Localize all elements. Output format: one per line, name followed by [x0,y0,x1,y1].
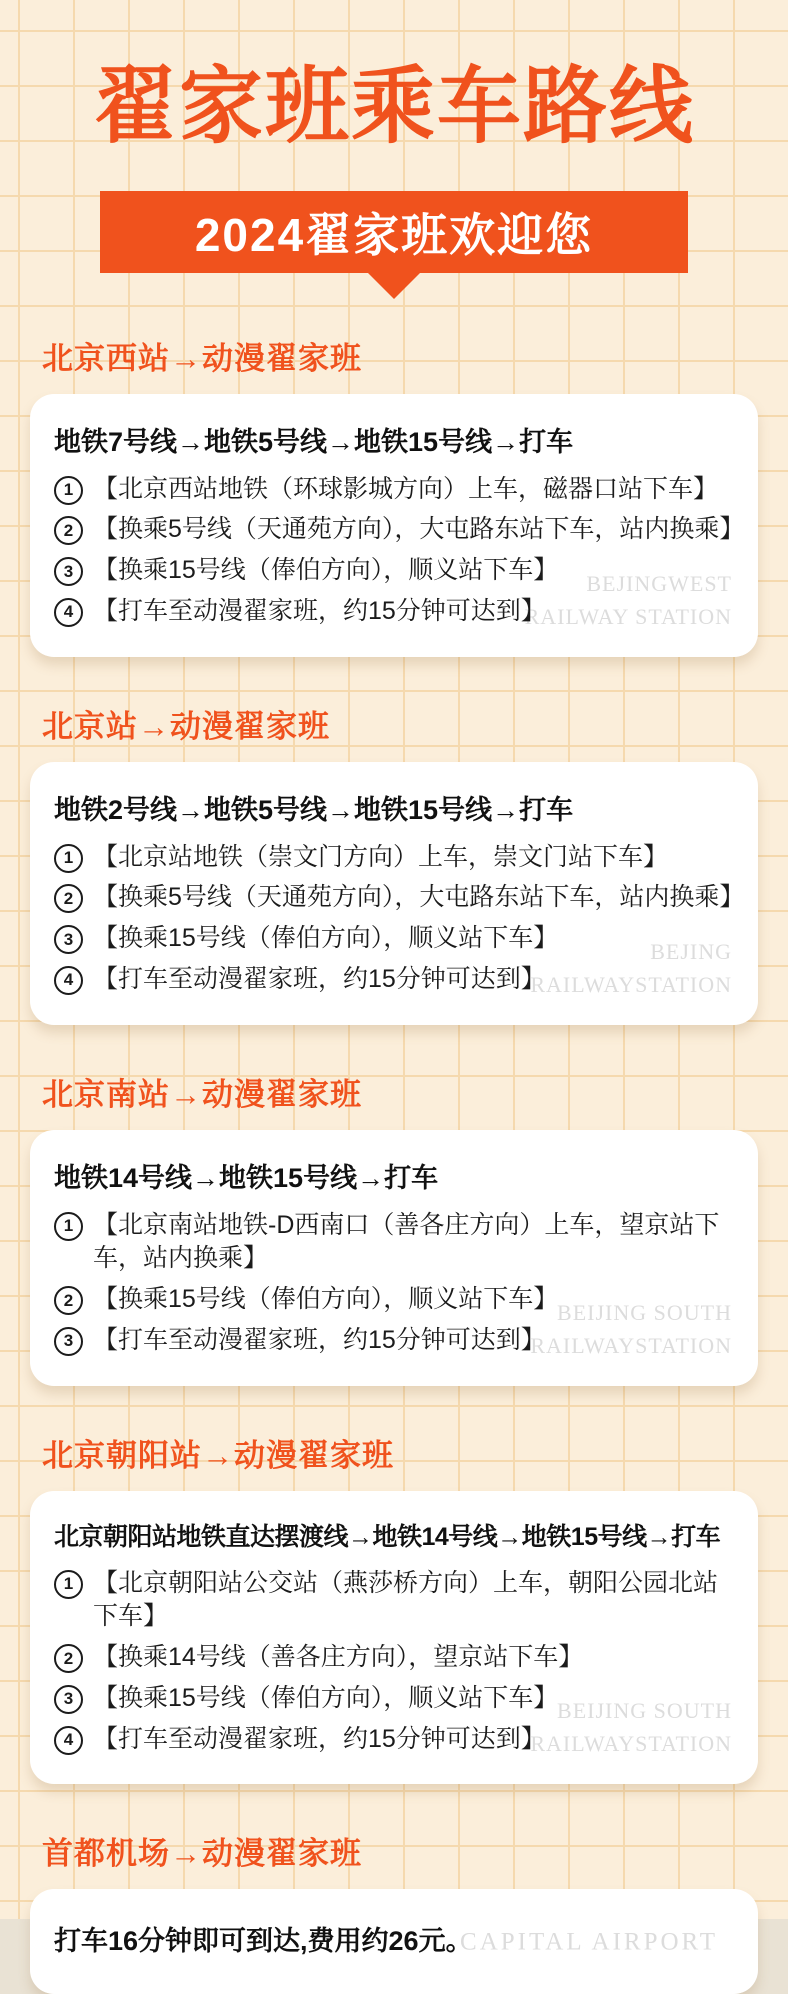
step-item [54,881,745,915]
watermark-line: RAILWAY STATION [524,603,732,629]
section-beijing-chaoyang [30,1430,758,1785]
step-item [54,1283,734,1317]
section-heading: 北京西站→动漫翟家班 [42,340,362,376]
route-summary: 地铁14号线→地铁15号线→打车 [54,1162,439,1193]
route-card [30,1491,758,1785]
watermark-line: BEIJING SOUTH [557,1698,732,1724]
step-item [54,1324,734,1358]
step-item [54,1641,734,1675]
step-list [54,841,745,997]
step-list [54,1209,734,1358]
route-summary: 北京朝阳站地铁直达摆渡线→地铁14号线→地铁15号线→打车 [54,1522,721,1551]
step-number-badge: 3 [54,1327,83,1356]
watermark-line: CAPITAL AIRPORT [460,1928,718,1956]
section-heading: 北京站→动漫翟家班 [42,708,330,744]
section-heading: 北京朝阳站→动漫翟家班 [42,1437,394,1473]
step-item [54,513,745,547]
route-summary: 地铁2号线→地铁5号线→地铁15号线→打车 [54,794,574,825]
route-card [30,1889,758,1994]
step-number-badge: 3 [54,557,83,586]
route-card [30,394,758,657]
step-item [54,922,734,956]
step-number-badge: 1 [54,476,83,505]
step-number-badge: 2 [54,1286,83,1315]
step-number-badge: 1 [54,844,83,873]
banner-pointer-triangle [368,273,420,299]
welcome-banner-text: 2024翟家班欢迎您 [194,208,594,261]
step-text: 【换乘14号线（善各庄方向），望京站下车】 [93,1643,584,1672]
watermark-line: RAILWAYSTATION [530,971,732,997]
watermark-line: BEJINGWEST [586,570,732,596]
watermark-line: RAILWAYSTATION [530,1332,732,1358]
step-item [54,1682,734,1716]
step-text: 【打车至动漫翟家班，约15分钟可达到】 [93,596,546,625]
step-item [54,963,734,997]
step-number-badge: 4 [54,598,83,627]
welcome-banner [100,191,688,273]
section-beijing-station [30,701,758,1025]
step-item [54,1209,734,1277]
step-text: 【打车至动漫翟家班，约15分钟可达到】 [93,1325,546,1354]
section-beijing-south [30,1069,758,1386]
step-list [54,473,745,629]
route-card [30,762,758,1025]
step-item [54,595,734,629]
step-number-badge: 1 [54,1212,83,1241]
section-beijing-west [30,333,758,657]
step-item [54,1567,734,1635]
section-capital-airport [30,1828,758,1994]
watermark-line: BEIJING SOUTH [557,1299,732,1325]
step-text: 【换乘15号线（俸伯方向），顺义站下车】 [93,924,559,953]
step-list [54,1567,734,1757]
step-text: 【换乘15号线（俸伯方向），顺义站下车】 [93,1683,559,1712]
section-heading: 首都机场→动漫翟家班 [42,1836,362,1872]
step-text: 【北京站地铁（崇文门方向）上车，崇文门站下车】 [93,842,669,871]
watermark-line: BEJING [650,938,732,964]
step-text: 【打车至动漫翟家班，约15分钟可达到】 [93,964,546,993]
route-summary: 地铁7号线→地铁5号线→地铁15号线→打车 [54,426,574,457]
step-number-badge: 3 [54,1685,83,1714]
step-item [54,1723,734,1757]
step-item [54,554,734,588]
taxi-note: 打车16分钟即可到达,费用约26元。 [54,1926,473,1957]
step-text: 【北京朝阳站公交站（燕莎桥方向）上车，朝阳公园北站下车】 [93,1568,719,1631]
step-number-badge: 2 [54,1644,83,1673]
section-heading: 北京南站→动漫翟家班 [42,1076,362,1112]
step-text: 【打车至动漫翟家班，约15分钟可达到】 [93,1724,546,1753]
step-number-badge: 2 [54,516,83,545]
step-text: 【换乘15号线（俸伯方向），顺义站下车】 [93,1285,559,1314]
step-number-badge: 4 [54,1726,83,1755]
step-text: 【换乘5号线（天通苑方向），大屯路东站下车，站内换乘】 [93,883,745,912]
step-text: 【换乘15号线（俸伯方向），顺义站下车】 [93,556,559,585]
step-text: 【换乘5号线（天通苑方向），大屯路东站下车，站内换乘】 [93,515,745,544]
step-item [54,841,734,875]
step-number-badge: 1 [54,1570,83,1599]
watermark-line: RAILWAYSTATION [530,1731,732,1757]
step-text: 【北京南站地铁-D西南口（善各庄方向）上车，望京站下车，站内换乘】 [93,1210,720,1273]
step-item [54,473,734,507]
step-number-badge: 4 [54,966,83,995]
step-number-badge: 3 [54,925,83,954]
poster-title: 翟家班乘车路线 [92,59,695,153]
route-card [30,1130,758,1386]
step-number-badge: 2 [54,884,83,913]
step-text: 【北京西站地铁（环球影城方向）上车，磁器口站下车】 [93,474,719,503]
